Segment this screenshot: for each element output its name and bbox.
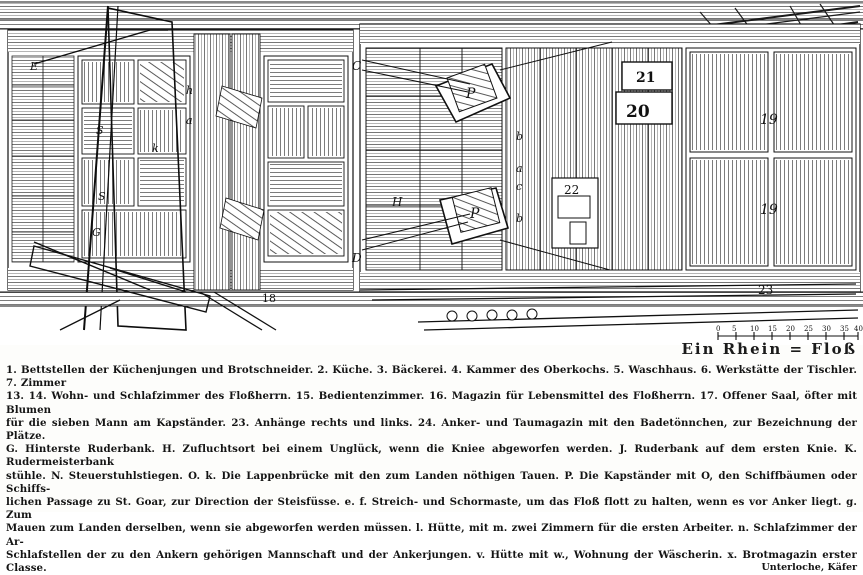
label-G: G [92, 226, 101, 239]
scale-tick-25: 25 [804, 325, 813, 333]
label-S-upper: S [96, 124, 104, 137]
legend-line: G. Hinterste Ruderbank. H. Zufluchtsort bei einem Unglück, wenn die Kniee abgeworfen werden. J. Ruderbank auf dem ersten Knie. K. Rudermeisterbank [6, 443, 857, 469]
scale-tick-15: 15 [768, 325, 777, 333]
legend-line: lichen Passage zu St. Goar, zur Direction der Steisfüsse. e. f. Streich- und Schormaste, um das Floß flott zu halten, wenn es vor Anker liegt. g. Zum [6, 496, 857, 522]
label-P-lower: P [470, 206, 480, 222]
label-E: E [30, 60, 39, 73]
label-21: 21 [636, 70, 656, 86]
scale-tick-40: 40 [854, 325, 863, 333]
label-c: c [516, 180, 523, 193]
label-b-upper: b [516, 130, 524, 143]
legend-line: für die sieben Mann am Kapständer. 23. Anhänge rechts und links. 24. Anker- und Taumagazin mit den Badetönnchen, zur Bezeichnung der Plätze. [6, 416, 857, 443]
label-C: C [352, 59, 362, 73]
legend-line: Schlafstellen der zu den Ankern gehörigen Mannschaft und der Ankerjungen. v. Hütte mit w., Wohnung der Wäscherin. x. Brotmagazin erster Classe. [6, 548, 857, 575]
legend-line: stühle. N. Steuerstuhlstiegen. O. k. Die Lappenbrücke mit den zum Landen nöthigen Tauen. P. Die Kapständer mit O, den Schiffbäumen oder Schiffs- [6, 469, 857, 495]
label-a2: a [516, 162, 523, 175]
caption-block [0, 340, 863, 575]
scale-tick-20: 20 [786, 325, 795, 333]
label-S-lower: S [98, 190, 106, 203]
scale-tick-5: 5 [732, 325, 737, 333]
label-19-lower: 19 [760, 202, 778, 218]
label-20: 20 [626, 102, 650, 122]
legend-line: 1. Bettstellen der Küchenjungen und Brotschneider. 2. Küche. 3. Bäckerei. 4. Kammer des Oberkochs. 5. Waschhaus. 6. Werkstätte der Tischler. 7. Zimmer [6, 364, 857, 390]
legend-line: 13. 14. Wohn- und Schlafzimmer des Floßherrn. 15. Bedientenzimmer. 16. Magazin für Lebensmittel des Floßherrn. 17. Offener Saal, öfter mit Blumen [6, 390, 857, 416]
scale-tick-30: 30 [822, 325, 831, 333]
label-18: 18 [262, 292, 276, 305]
legend-line: Mauen zum Landen derselben, wenn sie abgeworfen werden müssen. l. Hütte, mit m. zwei Zimmern für die ersten Arbeiter. n. Schlafzimmer der Ar- [6, 522, 857, 548]
label-19-upper: 19 [760, 112, 778, 128]
plate-title: Ein Rhein = Floß [681, 340, 857, 358]
right-deck-section [360, 24, 860, 292]
scale-tick-0: 0 [716, 325, 721, 333]
label-h: h [186, 84, 194, 97]
legend-text [6, 364, 857, 575]
label-D: D [352, 251, 362, 265]
label-a: a [186, 114, 193, 127]
label-b-lower: b [516, 212, 524, 225]
scale-tick-35: 35 [840, 325, 849, 333]
label-H: H [392, 195, 403, 209]
label-k: k [152, 142, 159, 155]
scale-tick-10: 10 [750, 325, 759, 333]
legend-footer-right: Unterloche, Käfer [761, 562, 857, 574]
left-deck-section [8, 6, 353, 330]
label-23: 23 [758, 283, 774, 297]
label-22: 22 [564, 183, 580, 197]
label-P-upper: P [466, 86, 476, 102]
